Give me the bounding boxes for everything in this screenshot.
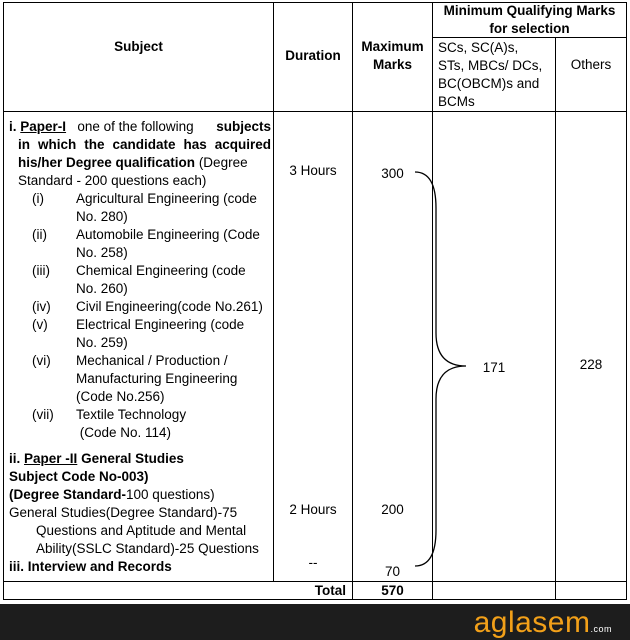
total-value: 570 [381,583,404,598]
paper2-prefix: ii. [9,451,21,466]
subject-item-num: (i) [32,191,44,206]
total-label: Total [314,583,346,598]
paper1-marks: 300 [381,166,404,181]
subject-item-text: No. 260) [76,281,128,296]
paper2-name: Paper -II [24,451,78,466]
paper1-line3 [9,154,271,172]
subject-item-text: No. 280) [76,209,128,224]
paper1-prefix: i. [9,119,17,134]
header-max-marks-line1: Maximum [361,39,424,54]
interview-marks: 70 [384,564,401,579]
header-reserved-line3: BC(OBCM)s and [438,76,540,91]
aglasem-logo[interactable] [474,606,612,640]
subject-item-text: Chemical Engineering (code [76,263,246,278]
header-min-qualifying-line2: for selection [489,21,570,36]
logo-text: aglasem [473,606,591,639]
subject-item-num: (vii) [32,407,54,422]
paper1-line4: Standard - 200 questions each) [18,173,207,188]
subject-item-num: (vi) [32,353,51,368]
subject-item-text: No. 258) [76,245,128,260]
paper1-line1-mid: one of the following [77,119,194,134]
table-left-border [3,2,4,600]
footer-banner [0,604,630,640]
paper1-line2: in which the candidate has acquired [18,137,271,152]
subject-item-text: Agricultural Engineering (code [76,191,257,206]
subject-item-num: (ii) [32,227,47,242]
subject-item-text: Textile Technology [76,407,187,422]
subject-item-num: (iii) [32,263,50,278]
header-duration: Duration [285,48,341,63]
subject-item-text: (Code No. 114) [76,425,172,440]
header-reserved-categories [438,39,554,111]
subject-col-border [273,2,274,582]
header-reserved-line1: SCs, SC(A)s, [438,40,519,55]
header-others: Others [570,57,612,72]
header-reserved-line2: STs, MBCs/ DCs, [438,58,543,73]
paper2-standard-tail: 100 questions) [126,487,215,502]
subject-item-text: Automobile Engineering (Code [76,227,260,242]
paper2-duration: 2 Hours [289,502,337,517]
paper1-line1 [9,118,271,136]
subject-item-text: Civil Engineering(code No.261) [76,299,263,314]
paper1-line3-bold: his/her Degree qualification [18,155,196,170]
paper2-gs-line3: Ability(SSLC Standard)-25 Questions [36,541,259,556]
subject-item-num: (v) [32,317,48,332]
paper2-title-tail: General Studies [81,451,184,466]
subject-item-text: (Code No.256) [76,389,165,404]
table-right-border [626,2,627,600]
paper2-standard-bold: (Degree Standard- [9,487,127,502]
subject-item-num: (iv) [32,299,51,314]
paper2-description [9,450,271,558]
paper2-gs-line1: General Studies(Degree Standard)-75 [9,505,238,520]
paper1-description [9,118,271,190]
paper2-gs-line2: Questions and Aptitude and Mental [36,523,247,538]
header-reserved-line4: BCMs [438,94,475,109]
paper1-line3-tail: (Degree [198,155,248,170]
header-max-marks [353,38,432,74]
header-max-marks-line2: Marks [372,57,413,72]
subject-item-text: Mechanical / Production / [76,353,228,368]
subject-item-text: Manufacturing Engineering [76,371,238,386]
header-subject: Subject [114,39,163,54]
subject-item-text: No. 259) [76,335,128,350]
qualifying-others: 228 [579,357,603,372]
header-min-qualifying-line1: Minimum Qualifying Marks [443,3,616,18]
interview-duration: -- [308,555,318,570]
reserved-col-border [555,37,556,600]
paper2-standard [9,486,271,504]
header-bottom-border [3,111,626,112]
paper2-code: Subject Code No-003) [9,469,149,484]
paper2-marks: 200 [381,502,404,517]
header-min-qualifying [433,2,626,38]
interview-label: iii. Interview and Records [9,559,172,574]
subject-item-text: Electrical Engineering (code [76,317,245,332]
paper2-title [9,450,271,468]
paper1-name: Paper-I [20,119,67,134]
paper1-line1-end: subjects [216,119,271,134]
paper1-duration: 3 Hours [289,163,337,178]
logo-suffix: .com [590,624,612,634]
qualifying-reserved: 171 [482,360,506,375]
